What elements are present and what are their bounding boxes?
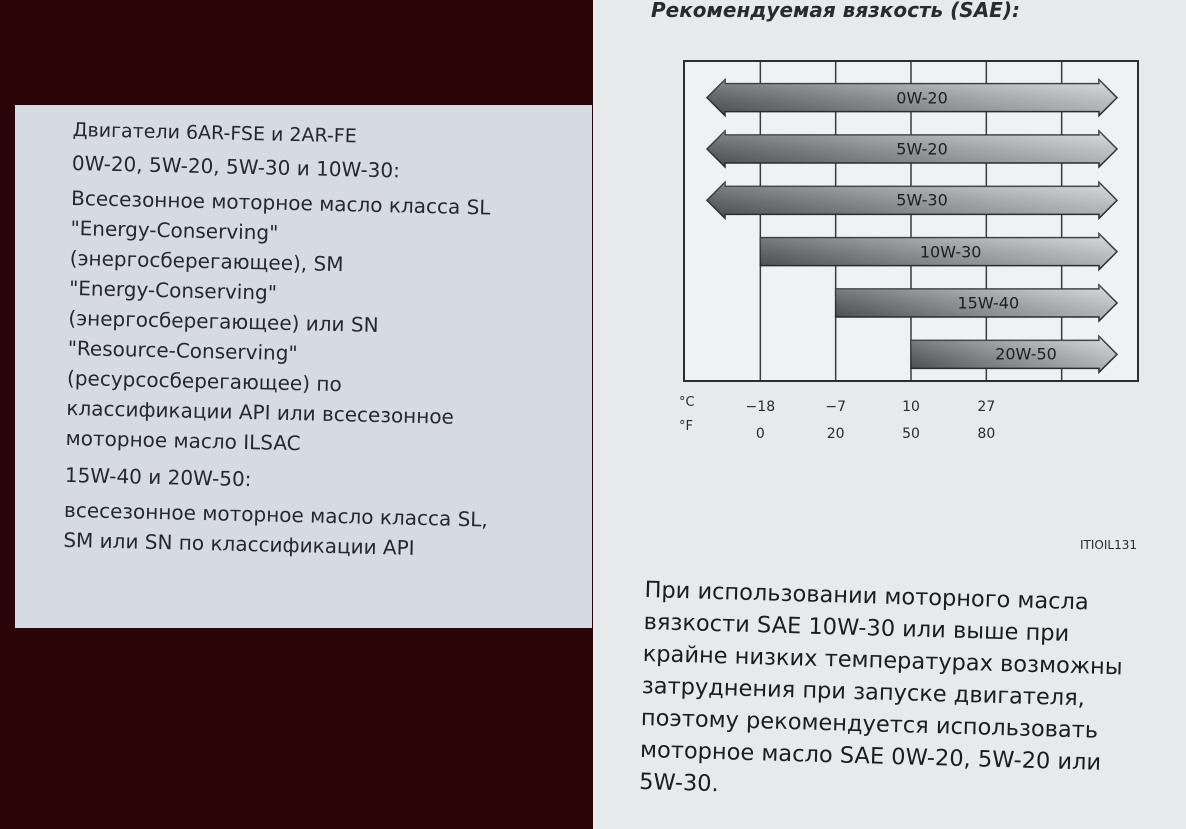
engine-oil-text (63, 117, 578, 574)
viscosity-bar-label-5w-20: 5W-20 (896, 139, 948, 159)
low-temperature-warning: При использовании моторного масла вязкости SAE 10W-30 или выше при крайне низких температурах возможны затруднения при запуске двигателя, поэтому рекомендуется использовать моторное масло SAE 0W-20, 5W-20 или 5W-30. (638, 576, 1123, 798)
viscosity-page (593, 0, 1186, 829)
celsius-tick-label: −18 (745, 399, 776, 415)
grades-group-2: 15W-40 и 20W-50: (64, 462, 252, 492)
grades-group-2-description: всесезонное моторное масло класса SL, SM или SN по классификации API (63, 497, 489, 560)
fahrenheit-tick-label: 80 (977, 426, 996, 442)
celsius-unit-label: °C (679, 395, 695, 410)
fahrenheit-tick-label: 50 (902, 426, 920, 442)
celsius-tick-label: 10 (902, 399, 920, 415)
viscosity-bar-label-5w-30: 5W-30 (896, 190, 948, 210)
viscosity-bar-label-15w-40: 15W-40 (957, 293, 1020, 313)
celsius-tick-label: 27 (977, 399, 996, 415)
viscosity-title: Рекомендуемая вязкость (SAE): (651, 0, 1020, 22)
fahrenheit-unit-label: °F (679, 419, 693, 434)
viscosity-chart (683, 60, 1139, 382)
grades-group-1-description: Всесезонное моторное масло класса SL "Energy-Conserving" (энергосберегающее), SM "Energy-Conserving" (энергосберегающее) или SN "Resource-Conserving" (ресурсосберегающее) по классификации API или всесезонное моторное масло ILSAC (65, 185, 491, 456)
viscosity-bar-label-10w-30: 10W-30 (919, 242, 982, 262)
viscosity-bar-label-20w-50: 20W-50 (995, 344, 1057, 364)
fahrenheit-tick-label: 0 (755, 426, 765, 442)
viscosity-chart-svg (685, 62, 1137, 380)
celsius-tick-label: −7 (825, 399, 846, 415)
viscosity-bar-label-0w-20: 0W-20 (896, 88, 948, 108)
engine-oil-card (15, 105, 592, 628)
reference-code: ITIOIL131 (1080, 538, 1137, 552)
grades-group-1: 0W-20, 5W-20, 5W-30 и 10W-30: (71, 150, 401, 183)
fahrenheit-tick-label: 20 (826, 426, 845, 442)
engines-heading: Двигатели 6AR-FSE и 2AR-FE (72, 118, 357, 148)
